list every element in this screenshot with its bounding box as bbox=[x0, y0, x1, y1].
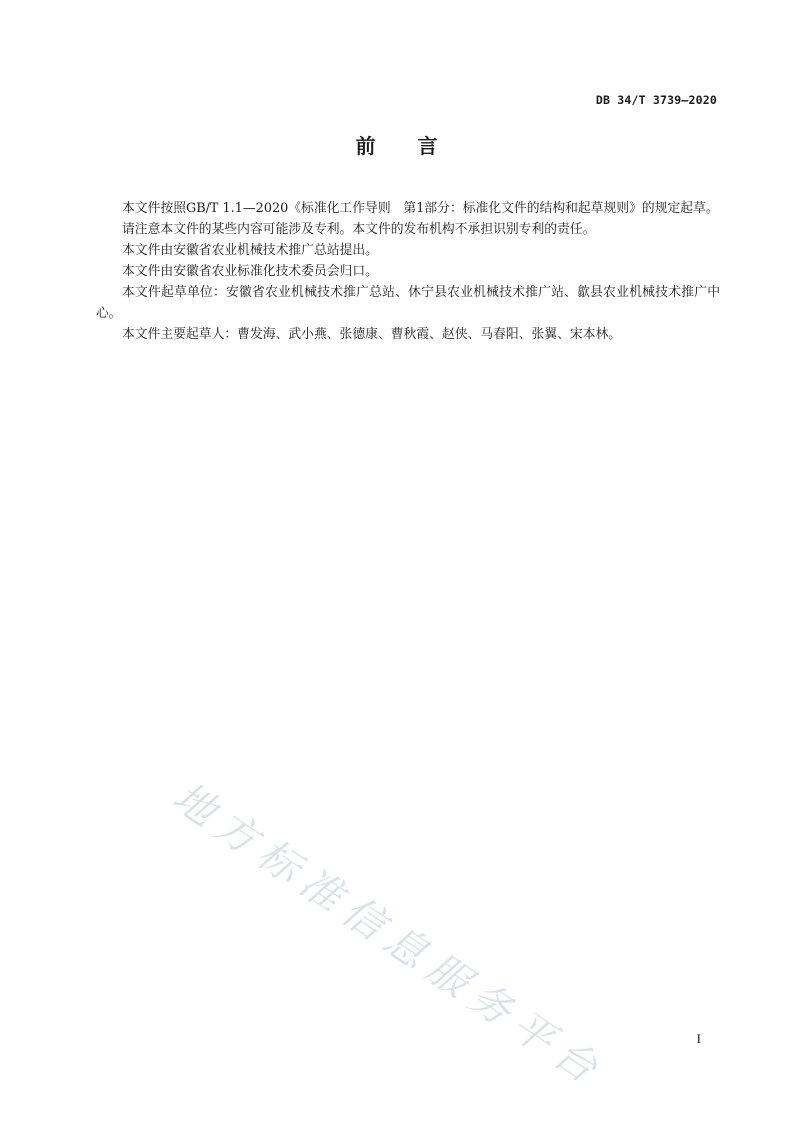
paragraph-drafting-basis: 本文件按照GB/T 1.1—2020《标准化工作导则 第1部分：标准化文件的结构和起草规则》的规定起草。 bbox=[122, 201, 719, 216]
paragraph-patent-notice: 请注意本文件的某些内容可能涉及专利。本文件的发布机构不承担识别专利的责任。 bbox=[122, 222, 596, 237]
foreword-body bbox=[96, 198, 720, 345]
paragraph-drafting-units: 本文件起草单位：安徽省农业机械技术推广总站、休宁县农业机械技术推广站、歙县农业机械技术推广中心。 bbox=[96, 285, 720, 321]
paragraph-centralized-unit: 本文件由安徽省农业标准化技术委员会归口。 bbox=[122, 264, 378, 279]
document-code: DB 34/T 3739—2020 bbox=[595, 93, 717, 107]
page-title: 前言 bbox=[355, 134, 480, 158]
page-number: I bbox=[696, 1031, 701, 1046]
paragraph-main-drafters: 本文件主要起草人：曹发海、武小燕、张德康、曹秋霞、赵侠、马春阳、张翼、宋本林。 bbox=[122, 327, 622, 342]
watermark: 地方标准信息服务平台 bbox=[164, 772, 614, 1098]
paragraph-proposer: 本文件由安徽省农业机械技术推广总站提出。 bbox=[122, 243, 378, 258]
